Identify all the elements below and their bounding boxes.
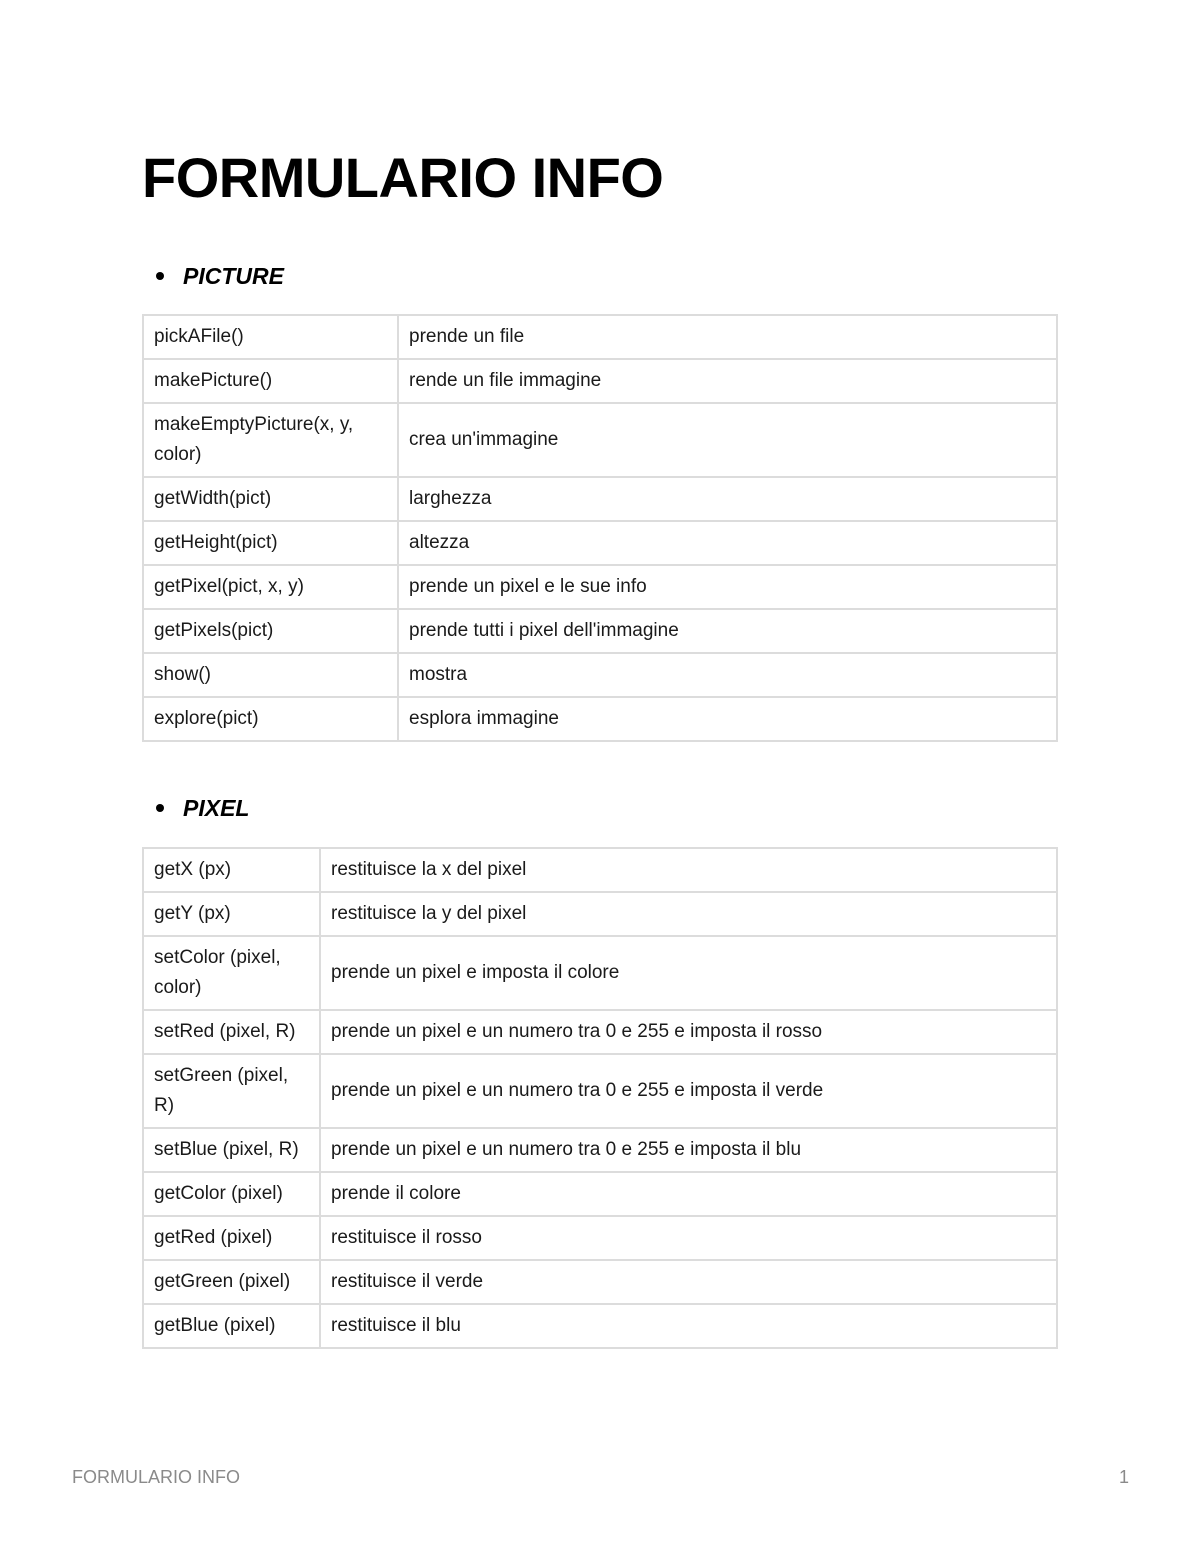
description-cell: prende un pixel e le sue info — [398, 565, 1057, 609]
description-cell: altezza — [398, 521, 1057, 565]
description-cell: larghezza — [398, 477, 1057, 521]
description-cell: restituisce il verde — [320, 1260, 1057, 1304]
description-cell: crea un'immagine — [398, 403, 1057, 477]
pixel-functions-table — [142, 847, 1058, 1349]
description-cell: prende un file — [398, 315, 1057, 359]
table-row — [143, 892, 1057, 936]
table-row — [143, 609, 1057, 653]
function-cell: setGreen (pixel, R) — [143, 1054, 320, 1128]
table-row — [143, 1216, 1057, 1260]
footer-title: FORMULARIO INFO — [72, 1467, 241, 1487]
page-number: 1 — [1118, 1467, 1129, 1487]
table-row — [143, 1172, 1057, 1216]
function-cell: getPixels(pict) — [143, 609, 398, 653]
function-cell: makePicture() — [143, 359, 398, 403]
table-row — [143, 936, 1057, 1010]
description-cell: prende il colore — [320, 1172, 1057, 1216]
function-cell: getHeight(pict) — [143, 521, 398, 565]
description-cell: restituisce la x del pixel — [320, 848, 1057, 892]
description-cell: prende tutti i pixel dell'immagine — [398, 609, 1057, 653]
description-cell: prende un pixel e un numero tra 0 e 255 e imposta il verde — [320, 1054, 1057, 1128]
function-cell: getColor (pixel) — [143, 1172, 320, 1216]
table-row — [143, 403, 1057, 477]
table-row — [143, 565, 1057, 609]
table-row — [143, 848, 1057, 892]
function-cell: getBlue (pixel) — [143, 1304, 320, 1348]
function-cell: pickAFile() — [143, 315, 398, 359]
description-cell: restituisce la y del pixel — [320, 892, 1057, 936]
table-row — [143, 315, 1057, 359]
description-cell: prende un pixel e un numero tra 0 e 255 e imposta il blu — [320, 1128, 1057, 1172]
function-cell: getY (px) — [143, 892, 320, 936]
section-heading-pixel — [156, 794, 249, 822]
picture-functions-table — [142, 314, 1058, 742]
section-heading-label: PICTURE — [183, 263, 284, 289]
table-row — [143, 1128, 1057, 1172]
table-row — [143, 521, 1057, 565]
function-cell: setColor (pixel, color) — [143, 936, 320, 1010]
section-heading-picture — [156, 262, 284, 290]
description-cell: mostra — [398, 653, 1057, 697]
table-row — [143, 653, 1057, 697]
function-cell: getWidth(pict) — [143, 477, 398, 521]
table-row — [143, 1304, 1057, 1348]
page-title: FORMULARIO INFO — [142, 146, 664, 209]
description-cell: prende un pixel e imposta il colore — [320, 936, 1057, 1010]
function-cell: getX (px) — [143, 848, 320, 892]
bullet-icon — [156, 804, 164, 812]
table-row — [143, 477, 1057, 521]
table-row — [143, 1010, 1057, 1054]
section-heading-label: PIXEL — [183, 795, 250, 821]
description-cell: prende un pixel e un numero tra 0 e 255 e imposta il rosso — [320, 1010, 1057, 1054]
function-cell: setRed (pixel, R) — [143, 1010, 320, 1054]
table-row — [143, 697, 1057, 741]
function-cell: getGreen (pixel) — [143, 1260, 320, 1304]
table-row — [143, 1054, 1057, 1128]
function-cell: setBlue (pixel, R) — [143, 1128, 320, 1172]
table-row — [143, 1260, 1057, 1304]
description-cell: rende un file immagine — [398, 359, 1057, 403]
function-cell: makeEmptyPicture(x, y, color) — [143, 403, 398, 477]
function-cell: getRed (pixel) — [143, 1216, 320, 1260]
bullet-icon — [156, 272, 164, 280]
function-cell: show() — [143, 653, 398, 697]
description-cell: restituisce il blu — [320, 1304, 1057, 1348]
description-cell: restituisce il rosso — [320, 1216, 1057, 1260]
table-row — [143, 359, 1057, 403]
function-cell: getPixel(pict, x, y) — [143, 565, 398, 609]
function-cell: explore(pict) — [143, 697, 398, 741]
description-cell: esplora immagine — [398, 697, 1057, 741]
